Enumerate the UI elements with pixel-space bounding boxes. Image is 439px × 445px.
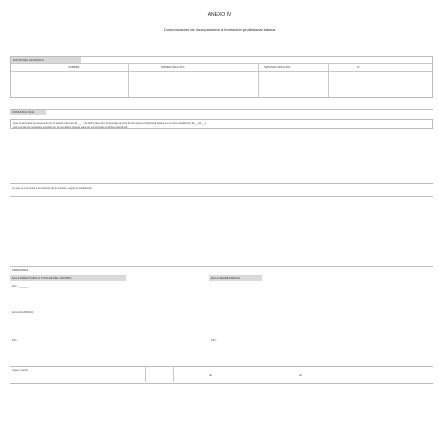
signature-left-sub: Fdo.: _______: [12, 285, 29, 288]
footer-mark-right: de: [299, 374, 302, 377]
statement-text: Lo que se comunica a los efectos de lo previsto, según lo establecido.: [12, 187, 93, 190]
annex-title: ANEXO IV: [207, 12, 232, 18]
communicates-line-1: Que el alumno/a ha propuesto por el equipo docente de ___ º de ESO para ser incorporado al ciclo de formación profesional básica en el curso académico 20__-20__ y: [13, 121, 207, 125]
student-table: [10, 56, 433, 98]
signatures-title: FIRMANTES: [12, 268, 29, 272]
table-divider: [11, 71, 432, 72]
footer-mark-left: de: [209, 374, 212, 377]
communicates-section: [10, 109, 433, 163]
footer-label: Lugar y fecha: [12, 369, 28, 372]
student-section-title: DATOS DEL ALUMNO/A: [13, 57, 44, 62]
column-divider: [328, 63, 329, 97]
signature-right-label: EL/LA SECRETARIO/A: [211, 275, 240, 280]
signature-left-date: Fdo.:: [12, 339, 18, 342]
column-divider: [128, 63, 129, 97]
table-divider: [11, 63, 432, 64]
signature-left-label: EL/LA DIRECTOR/A O TITULAR DEL CENTRO: [12, 275, 72, 280]
footer-table: [10, 366, 433, 384]
column-header-surname2: SEGUNDO APELLIDO: [264, 66, 291, 69]
document-subtitle: Comunicación de incorporación a formación profesional básica: [163, 27, 276, 32]
signatures-section: [10, 266, 433, 355]
column-header-name: NOMBRE: [68, 66, 80, 69]
footer-divider: [173, 367, 174, 382]
signature-right-date: Fdo.:: [211, 339, 217, 342]
column-divider: [258, 63, 259, 97]
statement-box: [10, 183, 433, 197]
communicates-body: [10, 119, 433, 129]
column-header-surname1: PRIMER APELLIDO: [161, 66, 185, 69]
communicates-title: COMUNICA QUE:: [12, 110, 35, 114]
communicates-line-2: que cumple los requisitos exigidos en la normativa vigente para ser incorporado a dicha enseñanza.: [13, 125, 128, 129]
footer-divider: [145, 367, 146, 382]
column-header-number: Nº: [357, 66, 360, 69]
signature-student-label: EL/LA ALUMNO/A: [12, 311, 34, 314]
